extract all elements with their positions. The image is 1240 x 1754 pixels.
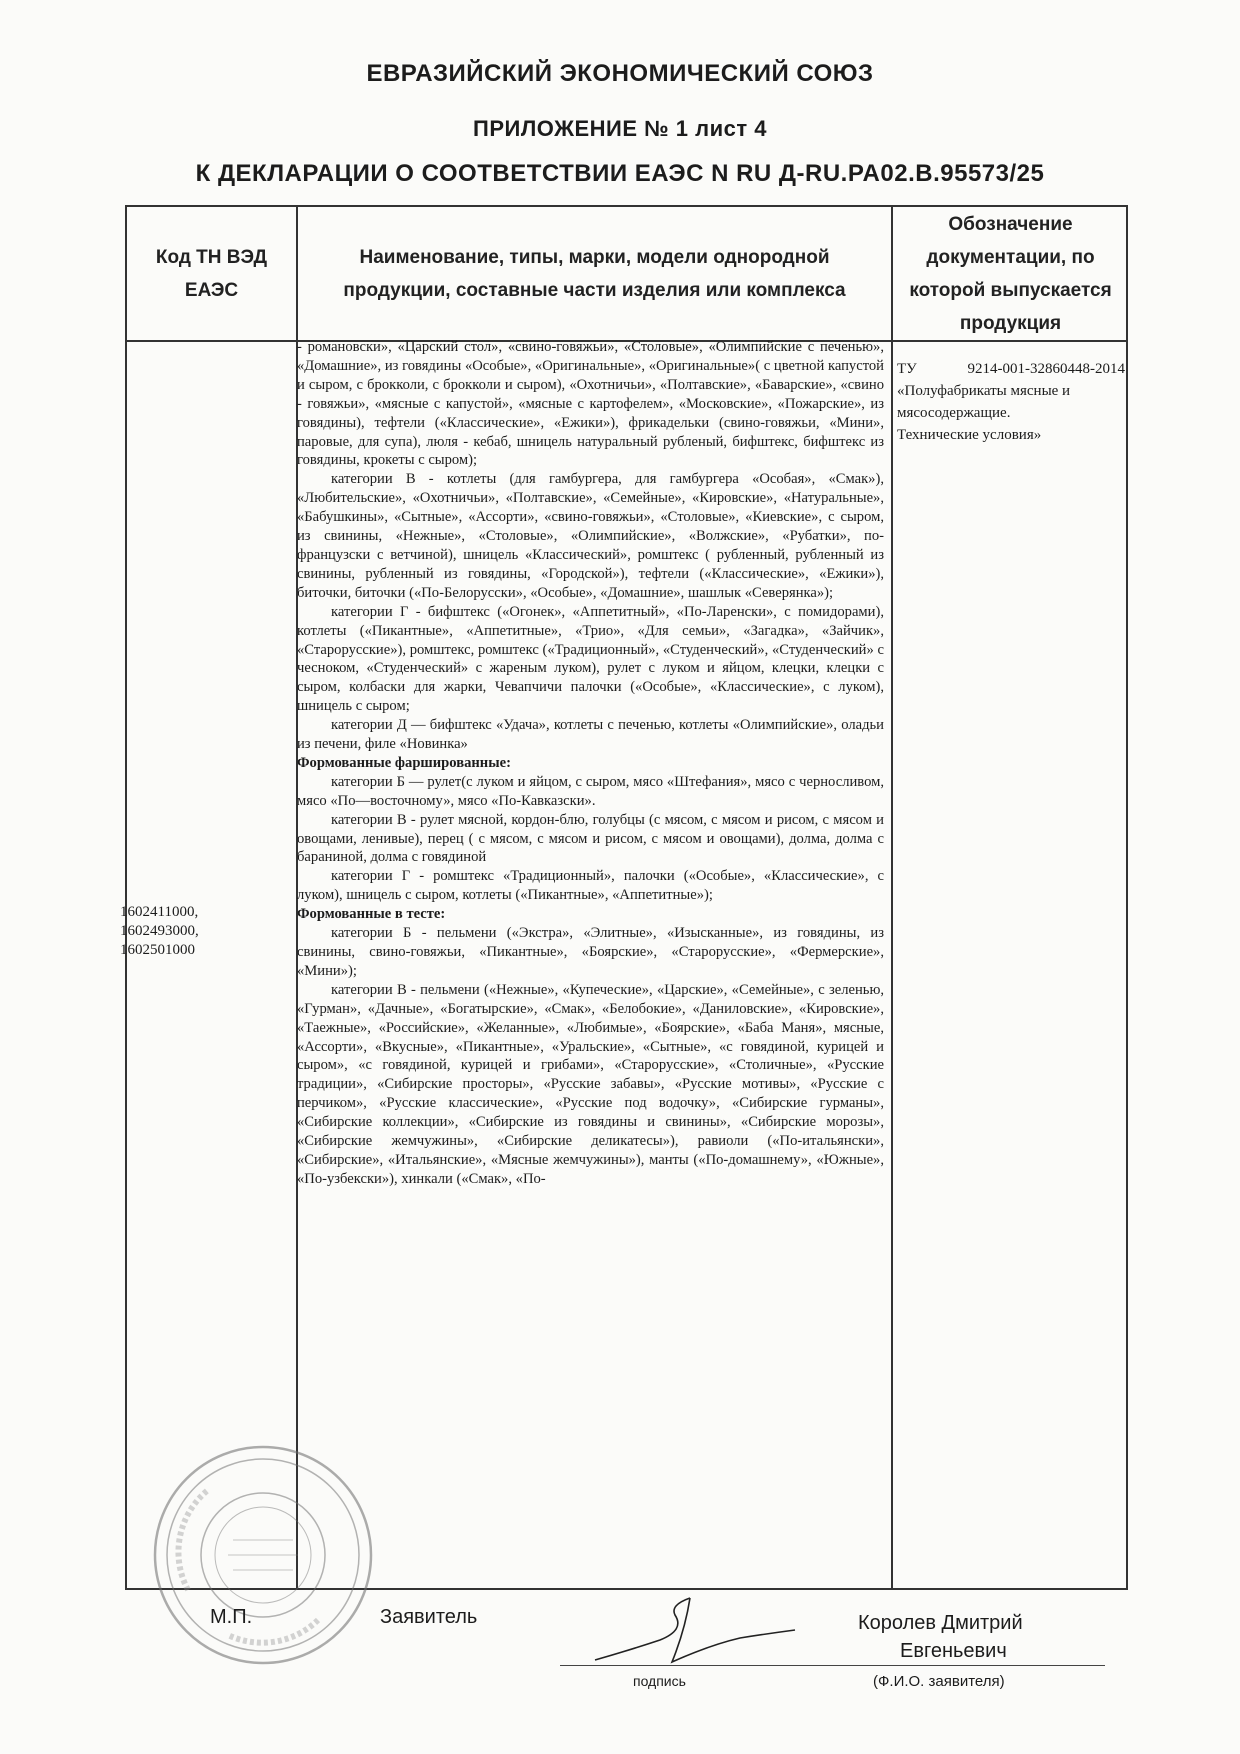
name-line xyxy=(870,1665,1105,1666)
col-header-code: Код ТН ВЭД ЕАЭС xyxy=(155,246,268,301)
applicant-name: Королев Дмитрий xyxy=(858,1612,1023,1634)
product-description xyxy=(297,338,884,1189)
description-paragraph: категории В - рулет мясной, кордон-блю, голубцы (с мясом, с мясом и рисом, с мясом и овощами, ленивые), перец ( с мясом, с мясом и рисом, с мясом и овощами), долма, долма с бараниной, долма с говядиной xyxy=(297,811,884,866)
seal-stamp xyxy=(148,1440,378,1670)
name-label: (Ф.И.О. заявителя) xyxy=(873,1673,1005,1690)
spec-title: «Полуфабрикаты мясные и мясосодержащие. xyxy=(897,383,1071,421)
description-paragraph: категории В - котлеты (для гамбургера, для гамбургера «Особая», «Смак»), «Любительские», «Охотничьи», «Полтавские», «Семейные», «Кировские», «Натуральные», «Бабушкины», «Сытные», «Ассорти», «свино-говяжьи», «Столовые», «Киевские», с сыром, из свинины, «Нежные», «Столовые», «Олимпийские», «Волжские», «Рубатки», по-французски с ветчиной), шницель «Классический», ромштекс ( рубленный, рубленный из свинины, рубленный из говядины, «Городской»), тефтели («Классические», «Ежики»), биточки, биточки («По-Белорусски», «Особые», «Домашние», шашлык «Северянка»); xyxy=(297,471,884,601)
hs-codes xyxy=(120,903,290,960)
col-header-name: Наименование, типы, марки, модели однородной продукции, составные части изделия или комплекса xyxy=(343,246,846,301)
spec-number: ТУ 9214-001-32860448-2014 xyxy=(897,361,1125,377)
description-paragraph: категории Б - пельмени («Экстра», «Элитные», «Изысканные», из говядины, из свинины, свино-говяжьи, «Пикантные», «Боярские», «Старорусские», «Фермерские», «Мини»); xyxy=(297,925,884,979)
hs-code: 1602493000, xyxy=(120,923,199,939)
description-paragraph: категории Г - бифштекс («Огонек», «Аппетитный», «По-Ларенски», с помидорами), котлеты («Пикантные», «Аппетитные», «Трио», «Для семьи», «Загадка», «Зайчик», «Старорусские»), ромштекс, ромштекс («Традиционный», «Студенческий», «Студенческий» с чесноком, «Студенческий» с жареным луком), рулет с луком и яйцом, клецки, клецки с сыром, колбаски для жарки, Чевапчичи палочки («Особые», «Классические», с луком), шницель с сыром; xyxy=(297,603,884,715)
description-paragraph: категории В - пельмени («Нежные», «Купеческие», «Царские», «Семейные», с зеленью, «Гурман», «Дачные», «Богатырские», «Смак», «Белобокие», «Даниловские», «Кировские», «Таежные», «Российские», «Желанные», «Любимые», «Боярские», «Баба Маня», мясные, «Ассорти», «Вкусные», «Пикантные», «Уральские», «Сытные», «с говядиной, курицей и сыром», «с говядиной, курицей и грибами», «Старорусские», «Столичные», «Русские традиции», «Сибирские просторы», «Русские забавы», «Русские мотивы», «Русские с перчиком», «Русские классические», «Русские под водочку», «Сибирские гурманы», «Сибирские коллекции», «Сибирские из говядины и свинины», «Сибирские морозы», «Сибирские жемчужины», «Сибирские деликатесы»), равиоли («По-итальянски», «Сибирские», «Итальянские», «Мясные жемчужины»), манты («По-домашнему», «Южные», «По-узбекски»), хинкали («Смак», «По- xyxy=(297,981,884,1187)
col-header-docs: Обозначение документации, по которой выпускается продукция xyxy=(909,213,1112,334)
hs-code: 1602411000, xyxy=(120,904,199,920)
seal-label: М.П. xyxy=(210,1606,253,1628)
section-heading: Формованные фаршированные: xyxy=(297,754,511,771)
applicant-label: Заявитель xyxy=(380,1606,478,1628)
column-divider xyxy=(891,207,893,1588)
signature xyxy=(590,1590,800,1680)
section-heading: Формованные в тесте: xyxy=(297,906,446,923)
signature-line xyxy=(560,1665,870,1666)
applicant-patronymic: Евгеньевич xyxy=(900,1640,1007,1662)
union-title: ЕВРАЗИЙСКИЙ ЭКОНОМИЧЕСКИЙ СОЮЗ xyxy=(366,60,874,87)
declaration-title: К ДЕКЛАРАЦИИ О СООТВЕТСТВИИ ЕАЭС N RU Д-RU.PA02.B.95573/25 xyxy=(195,160,1045,187)
description-paragraph: категории Д — бифштекс «Удача», котлеты с печенью, котлеты «Олимпийские», оладьи из печени, филе «Новинка» xyxy=(297,717,884,753)
spec-document xyxy=(897,358,1125,446)
spec-subtitle: Технические условия» xyxy=(897,427,1042,443)
description-paragraph: - романовски», «Царский стол», «свино-говяжьи», «Столовые», «Олимпийские с печенью», «Домашние», из говядины «Особые», «Оригинальные», «Оригинальные»( с цветной капустой и сыром, с брокколи, с брокколи и сыром), «Охотничьи», «Полтавские», «Баварские», «свино - говяжьи», «мясные с капустой», «мясные с картофелем», «Московские», «Пожарские», из говядины), тефтели («Классические», «Ежики»), фрикадельки (свино-говяжьи, «Мини», паровые, для супа), люля - кебаб, шницель натуральный рубленый, бифштекс, бифштекс из говядины, крокеты с сыром); xyxy=(297,339,884,469)
description-paragraph: категории Б — рулет(с луком и яйцом, с сыром, мясо «Штефания», мясо с черносливом, мясо «По—восточному», мясо «По-Кавказски». xyxy=(297,773,884,809)
hs-code: 1602501000 xyxy=(120,942,195,958)
appendix-title: ПРИЛОЖЕНИЕ № 1 лист 4 xyxy=(473,116,767,141)
signature-label: подпись xyxy=(633,1673,686,1689)
description-paragraph: категории Г - ромштекс «Традиционный», палочки («Особые», «Классические», с луком), шницель с сыром, котлеты («Пикантные», «Аппетитные»); xyxy=(297,868,884,904)
